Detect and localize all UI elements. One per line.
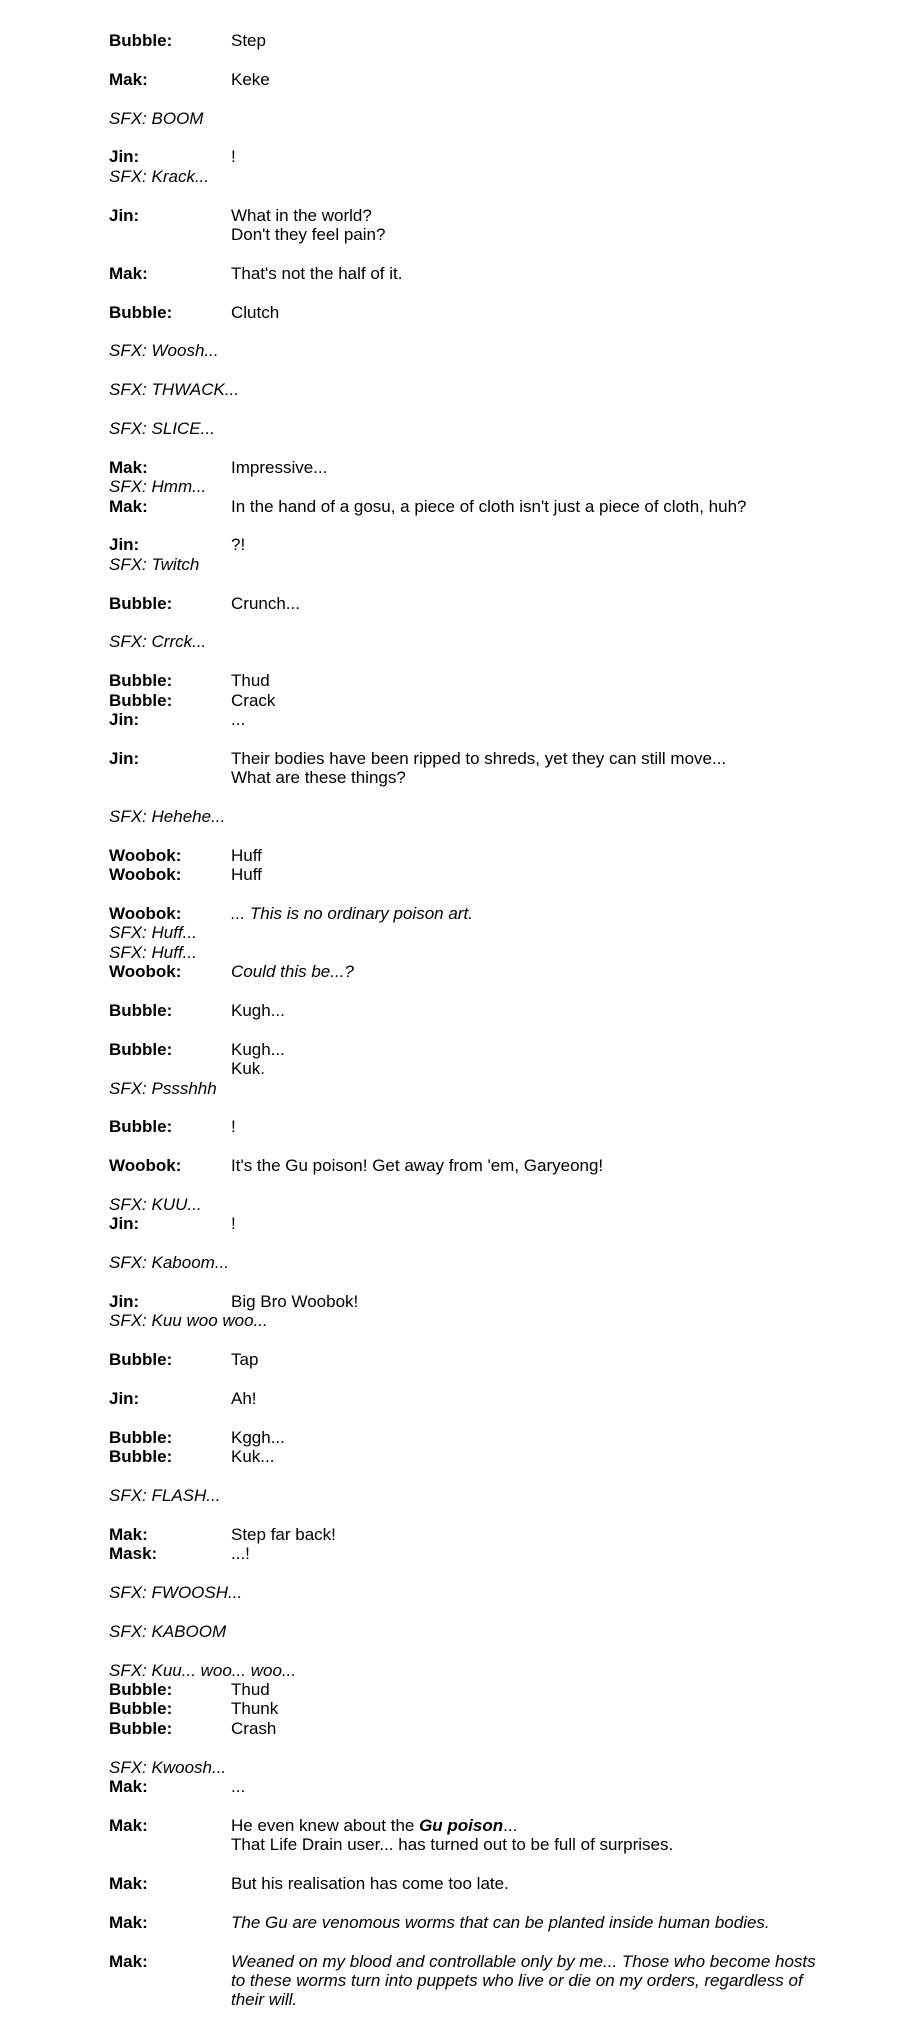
dialogue-line <box>109 962 849 981</box>
dialogue-group <box>109 1350 849 1369</box>
sfx-line <box>109 109 849 128</box>
dialogue-line <box>109 865 849 884</box>
dialogue-text: Thud <box>231 671 270 691</box>
speaker-name <box>109 225 231 244</box>
sfx-line <box>109 1622 849 1641</box>
sfx-text: SFX: Crrck... <box>109 632 207 652</box>
dialogue-text: That's not the half of it. <box>231 263 403 283</box>
dialogue-line <box>109 1699 849 1718</box>
dialogue-text: Huff <box>231 865 262 885</box>
dialogue-text: The Gu are venomous worms that can be planted inside human bodies. <box>231 1912 770 1932</box>
sfx-line <box>109 1079 849 1098</box>
dialogue-group <box>109 1486 849 1505</box>
sfx-text: SFX: Hehehe... <box>109 807 226 826</box>
dialogue-text: ?! <box>231 535 246 555</box>
sfx-text: SFX: THWACK... <box>109 380 240 400</box>
dialogue-line <box>109 1117 849 1136</box>
dialogue-group <box>109 1874 849 1893</box>
dialogue-line <box>109 1913 849 1932</box>
speaker-name: Jin: <box>109 1389 140 1409</box>
dialogue-line <box>109 1777 849 1796</box>
speaker-name <box>109 1835 231 1854</box>
speaker-name: Mak: <box>109 1777 148 1797</box>
speaker-name <box>109 768 231 787</box>
dialogue-line <box>109 768 849 787</box>
dialogue-line <box>109 206 849 225</box>
dialogue-text: In the hand of a gosu, a piece of cloth isn't just a piece of cloth, huh? <box>231 496 747 516</box>
dialogue-line <box>109 1971 849 1990</box>
dialogue-line <box>109 264 849 283</box>
dialogue-group <box>109 1195 849 1234</box>
dialogue-line <box>109 1350 849 1369</box>
sfx-line <box>109 1195 849 1214</box>
sfx-line <box>109 1253 849 1272</box>
sfx-line <box>109 1758 849 1777</box>
dialogue-group <box>109 1389 849 1408</box>
sfx-text: SFX: Kaboom... <box>109 1253 229 1273</box>
speaker-name: Jin: <box>109 205 140 225</box>
dialogue-group <box>109 807 849 826</box>
dialogue-group <box>109 1292 849 1331</box>
dialogue-line <box>109 225 849 244</box>
speaker-name: Jin: <box>109 1292 140 1312</box>
dialogue-text: What are these things? <box>231 768 406 788</box>
dialogue-text: Huff <box>231 845 262 865</box>
dialogue-text: Crunch... <box>231 593 300 613</box>
dialogue-line <box>109 1040 849 1059</box>
dialogue-group <box>109 904 849 982</box>
dialogue-text: Big Bro Woobok! <box>231 1292 359 1312</box>
dialogue-text: their will. <box>231 1990 298 2010</box>
speaker-name: Mak: <box>109 1815 148 1835</box>
sfx-line <box>109 807 849 826</box>
dialogue-group <box>109 1253 849 1272</box>
dialogue-text: Keke <box>231 69 270 89</box>
dialogue-line <box>109 147 849 166</box>
dialogue-text: Kuk. <box>231 1059 266 1079</box>
sfx-text: SFX: FLASH... <box>109 1486 221 1506</box>
dialogue-text: Tap <box>231 1350 259 1370</box>
dialogue-group <box>109 1816 849 1855</box>
speaker-name: Bubble: <box>109 302 173 322</box>
sfx-text: SFX: Kwoosh... <box>109 1757 227 1777</box>
speaker-name: Jin: <box>109 748 140 768</box>
dialogue-text: ! <box>231 1117 236 1137</box>
speaker-name: Jin: <box>109 535 140 555</box>
speaker-name: Bubble: <box>109 1350 173 1370</box>
dialogue-text: ... <box>231 1777 246 1797</box>
sfx-text: SFX: Pssshhh <box>109 1078 217 1098</box>
speaker-name: Mak: <box>109 1874 148 1894</box>
sfx-text: SFX: BOOM <box>109 108 204 128</box>
dialogue-group <box>109 1583 849 1602</box>
speaker-name: Jin: <box>109 147 140 167</box>
dialogue-line <box>109 1525 849 1544</box>
dialogue-line <box>109 1719 849 1738</box>
sfx-line <box>109 167 849 186</box>
speaker-name: Mak: <box>109 1951 148 1971</box>
dialogue-text: ...! <box>231 1544 250 1564</box>
sfx-text: SFX: Hmm... <box>109 477 207 497</box>
speaker-name: Bubble: <box>109 1001 173 1021</box>
dialogue-group <box>109 535 849 574</box>
speaker-name: Bubble: <box>109 1680 173 1700</box>
dialogue-group <box>109 1661 849 1739</box>
sfx-line <box>109 341 849 360</box>
dialogue-group <box>109 70 849 89</box>
sfx-text: SFX: KUU... <box>109 1195 202 1215</box>
dialogue-text: It's the Gu poison! Get away from 'em, Garyeong! <box>231 1156 604 1176</box>
dialogue-line <box>109 749 849 768</box>
speaker-name: Bubble: <box>109 671 173 691</box>
dialogue-text: Could this be...? <box>231 962 354 982</box>
dialogue-text: Step far back! <box>231 1524 336 1544</box>
dialogue-text: Impressive... <box>231 457 328 477</box>
speaker-name: Woobok: <box>109 865 182 885</box>
dialogue-line <box>109 710 849 729</box>
speaker-name: Woobok: <box>109 962 182 982</box>
dialogue-group <box>109 1913 849 1932</box>
speaker-name: Mak: <box>109 457 148 477</box>
dialogue-line <box>109 70 849 89</box>
sfx-line <box>109 923 849 942</box>
speaker-name: Bubble: <box>109 1447 173 1467</box>
speaker-name: Woobok: <box>109 904 182 923</box>
speaker-name: Mak: <box>109 69 148 89</box>
dialogue-line <box>109 497 849 516</box>
dialogue-line <box>109 458 849 477</box>
dialogue-line <box>109 1544 849 1563</box>
dialogue-text: That Life Drain user... has turned out to be full of surprises. <box>231 1835 674 1855</box>
sfx-text: SFX: Huff... <box>109 923 197 943</box>
dialogue-group <box>109 109 849 128</box>
dialogue-line <box>109 1214 849 1233</box>
dialogue-line <box>109 671 849 690</box>
dialogue-text: Thunk <box>231 1699 279 1719</box>
dialogue-text: Kugh... <box>231 1001 285 1021</box>
dialogue-text: Kugh... <box>231 1039 285 1059</box>
sfx-line <box>109 1311 849 1330</box>
dialogue-group <box>109 458 849 516</box>
dialogue-text: Crack <box>231 690 276 710</box>
speaker-name: Mask: <box>109 1544 158 1564</box>
speaker-name: Jin: <box>109 1214 140 1234</box>
dialogue-line <box>109 1059 849 1078</box>
dialogue-text: What in the world? <box>231 205 372 225</box>
dialogue-line <box>109 1990 849 2009</box>
dialogue-group <box>109 264 849 283</box>
dialogue-group <box>109 846 849 885</box>
sfx-text: SFX: Kuu... woo... woo... <box>109 1660 297 1680</box>
dialogue-group <box>109 1952 849 2010</box>
dialogue-line <box>109 846 849 865</box>
dialogue-line <box>109 1835 849 1854</box>
speaker-name: Bubble: <box>109 1039 173 1059</box>
dialogue-group <box>109 1156 849 1175</box>
speaker-name: Jin: <box>109 710 140 729</box>
sfx-text: SFX: Huff... <box>109 942 197 962</box>
sfx-text: SFX: KABOOM <box>109 1621 227 1641</box>
speaker-name: Woobok: <box>109 1156 182 1176</box>
dialogue-line <box>109 1428 849 1447</box>
dialogue-group <box>109 1525 849 1564</box>
speaker-name: Bubble: <box>109 690 173 710</box>
dialogue-line <box>109 1680 849 1699</box>
dialogue-text: Their bodies have been ripped to shreds, yet they can still move... <box>231 748 727 768</box>
dialogue-text: Crash <box>231 1718 277 1738</box>
speaker-name <box>109 1059 231 1078</box>
sfx-text: SFX: Krack... <box>109 166 210 186</box>
sfx-line <box>109 1661 849 1680</box>
dialogue-text: Weaned on my blood and controllable only by me... Those who become hosts <box>231 1951 816 1971</box>
dialogue-group <box>109 206 849 245</box>
dialogue-text: to these worms turn into puppets who live or die on my orders, regardless of <box>231 1971 803 1991</box>
speaker-name: Mak: <box>109 1912 148 1932</box>
speaker-name <box>109 1990 231 2009</box>
sfx-line <box>109 419 849 438</box>
dialogue-line <box>109 1952 849 1971</box>
script-transcript <box>109 31 849 2029</box>
dialogue-text: Ah! <box>231 1389 257 1409</box>
dialogue-line <box>109 1292 849 1311</box>
dialogue-group <box>109 1040 849 1098</box>
sfx-text: SFX: SLICE... <box>109 418 215 438</box>
dialogue-text: ... <box>231 710 246 729</box>
speaker-name <box>109 1971 231 1990</box>
dialogue-group <box>109 749 849 788</box>
dialogue-group <box>109 147 849 186</box>
dialogue-line <box>109 31 849 50</box>
dialogue-line <box>109 303 849 322</box>
dialogue-line <box>109 1156 849 1175</box>
dialogue-line <box>109 535 849 554</box>
dialogue-group <box>109 1428 849 1467</box>
dialogue-text: Clutch <box>231 302 280 322</box>
dialogue-group <box>109 380 849 399</box>
dialogue-group <box>109 1758 849 1797</box>
emphasis-text: Gu poison <box>419 1815 504 1835</box>
dialogue-text: But his realisation has come too late. <box>231 1874 509 1894</box>
dialogue-line <box>109 904 849 923</box>
dialogue-line <box>109 1447 849 1466</box>
speaker-name: Bubble: <box>109 1718 173 1738</box>
dialogue-text: ... This is no ordinary poison art. <box>231 904 473 923</box>
dialogue-line <box>109 691 849 710</box>
dialogue-group <box>109 419 849 438</box>
dialogue-group <box>109 1117 849 1136</box>
dialogue-group <box>109 341 849 360</box>
dialogue-line <box>109 594 849 613</box>
speaker-name: Bubble: <box>109 593 173 613</box>
dialogue-group <box>109 31 849 50</box>
dialogue-group <box>109 632 849 651</box>
dialogue-text: ! <box>231 1214 236 1234</box>
speaker-name: Bubble: <box>109 1427 173 1447</box>
dialogue-line <box>109 1816 849 1835</box>
dialogue-text: Kggh... <box>231 1427 285 1447</box>
sfx-line <box>109 943 849 962</box>
dialogue-line <box>109 1874 849 1893</box>
sfx-line <box>109 477 849 496</box>
sfx-text: SFX: Twitch <box>109 554 200 574</box>
speaker-name: Bubble: <box>109 31 173 50</box>
sfx-line <box>109 1583 849 1602</box>
dialogue-text: Thud <box>231 1680 270 1700</box>
sfx-text: SFX: Woosh... <box>109 341 219 361</box>
dialogue-group <box>109 671 849 729</box>
sfx-line <box>109 380 849 399</box>
sfx-text: SFX: Kuu woo woo... <box>109 1311 268 1331</box>
dialogue-text: Kuk... <box>231 1447 275 1467</box>
sfx-line <box>109 555 849 574</box>
sfx-text: SFX: FWOOSH... <box>109 1583 243 1603</box>
dialogue-group <box>109 1001 849 1020</box>
speaker-name: Mak: <box>109 263 148 283</box>
dialogue-text: ! <box>231 147 236 167</box>
dialogue-text: Don't they feel pain? <box>231 225 386 244</box>
dialogue-group <box>109 594 849 613</box>
dialogue-text: He even knew about the Gu poison... <box>231 1815 518 1835</box>
dialogue-text: Step <box>231 31 266 50</box>
speaker-name: Mak: <box>109 1524 148 1544</box>
dialogue-line <box>109 1389 849 1408</box>
speaker-name: Bubble: <box>109 1117 173 1137</box>
dialogue-line <box>109 1001 849 1020</box>
sfx-line <box>109 632 849 651</box>
speaker-name: Woobok: <box>109 845 182 865</box>
dialogue-group <box>109 1622 849 1641</box>
speaker-name: Bubble: <box>109 1699 173 1719</box>
speaker-name: Mak: <box>109 496 148 516</box>
sfx-line <box>109 1486 849 1505</box>
dialogue-group <box>109 303 849 322</box>
